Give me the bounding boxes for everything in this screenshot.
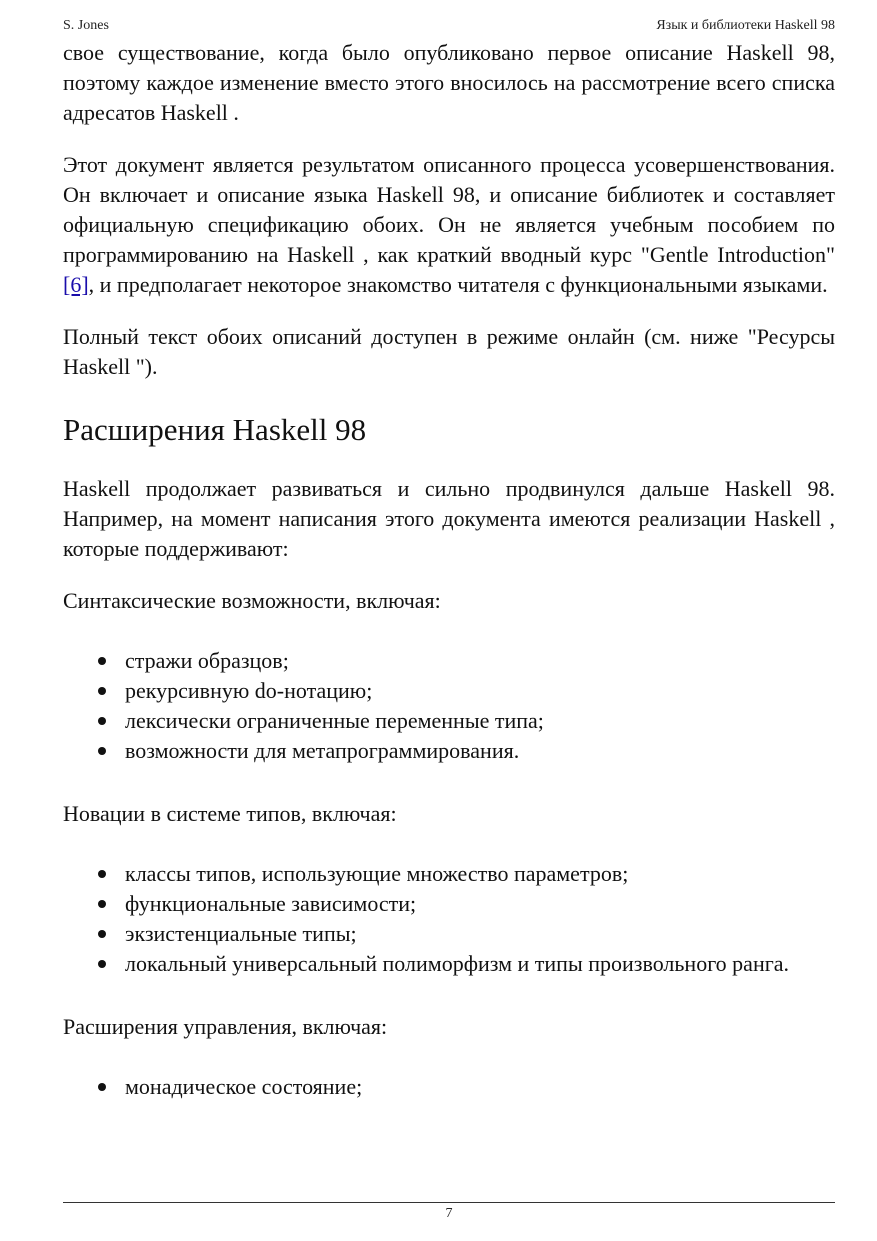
footer-divider <box>63 1202 835 1203</box>
control-list <box>63 1072 835 1102</box>
list-item: экзистенциальные типы; <box>125 919 835 949</box>
list-item: функциональные зависимости; <box>125 889 835 919</box>
paragraph-4: Haskell продолжает развиваться и сильно продвинулся дальше Haskell 98. Например, на момент написания этого документа имеются реализации Haskell , которые поддерживают: <box>63 476 835 561</box>
paragraph-2-text-end: , и предполагает некоторое знакомство читателя с функциональными языками. <box>88 272 828 297</box>
paragraph-3: Полный текст обоих описаний доступен в режиме онлайн (см. ниже "Ресурсы Haskell "). <box>63 324 835 379</box>
page-number: 7 <box>445 1206 453 1221</box>
control-intro: Расширения управления, включая: <box>63 1014 388 1039</box>
header-title: Язык и библиотеки Haskell 98 <box>656 18 835 33</box>
paragraph-2 <box>63 150 835 300</box>
syntax-list <box>63 646 835 766</box>
list-item: рекурсивную do-нотацию; <box>125 676 835 706</box>
list-item: стражи образцов; <box>125 646 835 676</box>
syntax-intro: Синтаксические возможности, включая: <box>63 588 441 613</box>
page-header <box>63 17 835 35</box>
list-item: возможности для метапрограммирования. <box>125 736 835 766</box>
page-body <box>63 38 835 1135</box>
list-item: локальный универсальный полиморфизм и типы произвольного ранга. <box>125 949 835 979</box>
list-item: лексически ограниченные переменные типа; <box>125 706 835 736</box>
types-intro: Новации в системе типов, включая: <box>63 801 397 826</box>
paragraph-1: свое существование, когда было опубликовано первое описание Haskell 98, поэтому каждое изменение вместо этого вносилось на рассмотрение всего списка адресатов Haskell . <box>63 40 835 125</box>
header-author: S. Jones <box>63 18 109 33</box>
paragraph-2-text-start: Этот документ является результатом описанного процесса усовершенствования. Он включает и описание языка Haskell 98, и описание библиотек и составляет официальную спецификацию обоих. Он не является учебным пособием по программированию на Haskell , как краткий вводный курс "Gentle Introduction" <box>63 152 835 267</box>
list-item: классы типов, использующие множество параметров; <box>125 859 835 889</box>
reference-link-6[interactable]: [6] <box>63 272 89 297</box>
types-list <box>63 859 835 979</box>
section-heading: Расширения Haskell 98 <box>63 412 367 447</box>
list-item: монадическое состояние; <box>125 1072 835 1102</box>
